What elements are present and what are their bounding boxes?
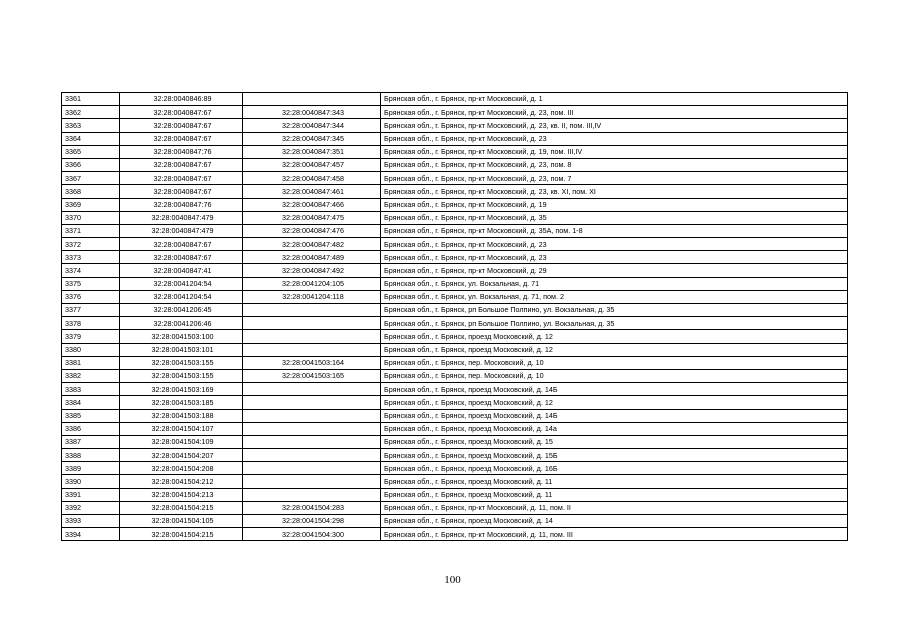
table-row	[62, 356, 848, 369]
row-number-cell: 3363	[62, 119, 120, 132]
row-number-cell: 3371	[62, 224, 120, 237]
table-row	[62, 106, 848, 119]
object-cadastral-number-cell	[243, 93, 381, 106]
object-cadastral-number-cell: 32:28:0040847:489	[243, 251, 381, 264]
cadastral-number-cell: 32:28:0041206:46	[120, 317, 243, 330]
address-cell: Брянская обл., г. Брянск, проезд Московский, д. 14а	[381, 422, 848, 435]
cadastral-number-cell: 32:28:0041504:107	[120, 422, 243, 435]
address-cell: Брянская обл., г. Брянск, проезд Московский, д. 15	[381, 435, 848, 448]
row-number-cell: 3378	[62, 317, 120, 330]
cadastral-number-cell: 32:28:0040847:67	[120, 251, 243, 264]
table-row	[62, 304, 848, 317]
row-number-cell: 3393	[62, 515, 120, 528]
object-cadastral-number-cell	[243, 462, 381, 475]
table-row	[62, 501, 848, 514]
address-cell: Брянская обл., г. Брянск, пр-кт Московский, д. 23	[381, 132, 848, 145]
object-cadastral-number-cell	[243, 330, 381, 343]
object-cadastral-number-cell	[243, 435, 381, 448]
address-cell: Брянская обл., г. Брянск, проезд Московский, д. 11	[381, 488, 848, 501]
object-cadastral-number-cell: 32:28:0040847:476	[243, 224, 381, 237]
row-number-cell: 3379	[62, 330, 120, 343]
cadastral-number-cell: 32:28:0041503:101	[120, 343, 243, 356]
row-number-cell: 3383	[62, 383, 120, 396]
address-cell: Брянская обл., г. Брянск, пр-кт Московский, д. 19, пом. III,IV	[381, 145, 848, 158]
cadastral-number-cell: 32:28:0040847:67	[120, 132, 243, 145]
table-row	[62, 330, 848, 343]
cadastral-number-cell: 32:28:0040847:67	[120, 172, 243, 185]
cadastral-number-cell: 32:28:0040846:89	[120, 93, 243, 106]
cadastral-number-cell: 32:28:0041206:45	[120, 304, 243, 317]
address-cell: Брянская обл., г. Брянск, пр-кт Московский, д. 23, пом. 8	[381, 158, 848, 171]
row-number-cell: 3381	[62, 356, 120, 369]
cadastral-number-cell: 32:28:0040847:67	[120, 238, 243, 251]
table-body	[62, 93, 848, 541]
object-cadastral-number-cell: 32:28:0040847:492	[243, 264, 381, 277]
address-cell: Брянская обл., г. Брянск, проезд Московский, д. 16Б	[381, 462, 848, 475]
cadastral-number-cell: 32:28:0041504:213	[120, 488, 243, 501]
table-row	[62, 264, 848, 277]
row-number-cell: 3388	[62, 449, 120, 462]
table-row	[62, 449, 848, 462]
address-cell: Брянская обл., г. Брянск, проезд Московский, д. 14	[381, 515, 848, 528]
object-cadastral-number-cell: 32:28:0041504:300	[243, 528, 381, 541]
row-number-cell: 3394	[62, 528, 120, 541]
table-row	[62, 93, 848, 106]
object-cadastral-number-cell	[243, 488, 381, 501]
page-number: 100	[444, 574, 461, 586]
address-cell: Брянская обл., г. Брянск, проезд Московский, д. 11	[381, 475, 848, 488]
cadastral-number-cell: 32:28:0041503:155	[120, 356, 243, 369]
address-cell: Брянская обл., г. Брянск, пр-кт Московский, д. 23, кв. II, пом. III,IV	[381, 119, 848, 132]
table-row	[62, 290, 848, 303]
address-cell: Брянская обл., г. Брянск, пр-кт Московский, д. 29	[381, 264, 848, 277]
cadastral-number-cell: 32:28:0040847:41	[120, 264, 243, 277]
table-row	[62, 211, 848, 224]
row-number-cell: 3377	[62, 304, 120, 317]
cadastral-number-cell: 32:28:0040847:76	[120, 198, 243, 211]
row-number-cell: 3390	[62, 475, 120, 488]
cadastral-number-cell: 32:28:0041504:212	[120, 475, 243, 488]
object-cadastral-number-cell: 32:28:0040847:351	[243, 145, 381, 158]
address-cell: Брянская обл., г. Брянск, проезд Московский, д. 12	[381, 330, 848, 343]
row-number-cell: 3368	[62, 185, 120, 198]
table-row	[62, 435, 848, 448]
object-cadastral-number-cell	[243, 422, 381, 435]
object-cadastral-number-cell: 32:28:0040847:466	[243, 198, 381, 211]
row-number-cell: 3365	[62, 145, 120, 158]
table-row	[62, 132, 848, 145]
row-number-cell: 3385	[62, 409, 120, 422]
table-row	[62, 369, 848, 382]
object-cadastral-number-cell: 32:28:0041503:164	[243, 356, 381, 369]
table-row	[62, 317, 848, 330]
address-cell: Брянская обл., г. Брянск, пр-кт Московский, д. 23, пом. III	[381, 106, 848, 119]
row-number-cell: 3375	[62, 277, 120, 290]
address-cell: Брянская обл., г. Брянск, пр-кт Московский, д. 23, пом. 7	[381, 172, 848, 185]
table-row	[62, 251, 848, 264]
row-number-cell: 3366	[62, 158, 120, 171]
table-row	[62, 409, 848, 422]
address-cell: Брянская обл., г. Брянск, проезд Московский, д. 12	[381, 343, 848, 356]
row-number-cell: 3382	[62, 369, 120, 382]
cadastral-number-cell: 32:28:0041503:155	[120, 369, 243, 382]
table-row	[62, 528, 848, 541]
row-number-cell: 3373	[62, 251, 120, 264]
row-number-cell: 3387	[62, 435, 120, 448]
object-cadastral-number-cell: 32:28:0040847:461	[243, 185, 381, 198]
object-cadastral-number-cell	[243, 449, 381, 462]
object-cadastral-number-cell: 32:28:0041204:105	[243, 277, 381, 290]
address-cell: Брянская обл., г. Брянск, пр-кт Московский, д. 35А, пом. 1-8	[381, 224, 848, 237]
object-cadastral-number-cell	[243, 396, 381, 409]
table-row	[62, 515, 848, 528]
cadastral-number-cell: 32:28:0041504:207	[120, 449, 243, 462]
address-cell: Брянская обл., г. Брянск, проезд Московский, д. 14Б	[381, 409, 848, 422]
table-row	[62, 224, 848, 237]
object-cadastral-number-cell	[243, 317, 381, 330]
table-row	[62, 396, 848, 409]
object-cadastral-number-cell	[243, 383, 381, 396]
address-cell: Брянская обл., г. Брянск, пр-кт Московский, д. 19	[381, 198, 848, 211]
address-cell: Брянская обл., г. Брянск, проезд Московский, д. 14Б	[381, 383, 848, 396]
object-cadastral-number-cell	[243, 409, 381, 422]
row-number-cell: 3380	[62, 343, 120, 356]
row-number-cell: 3376	[62, 290, 120, 303]
table-row	[62, 119, 848, 132]
cadastral-number-cell: 32:28:0040847:67	[120, 119, 243, 132]
row-number-cell: 3370	[62, 211, 120, 224]
table-row	[62, 238, 848, 251]
cadastral-number-cell: 32:28:0041504:208	[120, 462, 243, 475]
cadastral-number-cell: 32:28:0040847:67	[120, 185, 243, 198]
property-registry-table	[61, 92, 848, 541]
row-number-cell: 3391	[62, 488, 120, 501]
table-row	[62, 383, 848, 396]
cadastral-number-cell: 32:28:0040847:479	[120, 211, 243, 224]
row-number-cell: 3386	[62, 422, 120, 435]
object-cadastral-number-cell: 32:28:0041204:118	[243, 290, 381, 303]
cadastral-number-cell: 32:28:0041503:188	[120, 409, 243, 422]
address-cell: Брянская обл., г. Брянск, проезд Московский, д. 15Б	[381, 449, 848, 462]
object-cadastral-number-cell: 32:28:0040847:343	[243, 106, 381, 119]
row-number-cell: 3389	[62, 462, 120, 475]
address-cell: Брянская обл., г. Брянск, ул. Вокзальная, д. 71	[381, 277, 848, 290]
cadastral-number-cell: 32:28:0040847:479	[120, 224, 243, 237]
cadastral-number-cell: 32:28:0040847:76	[120, 145, 243, 158]
table-row	[62, 422, 848, 435]
address-cell: Брянская обл., г. Брянск, пр-кт Московский, д. 23	[381, 238, 848, 251]
row-number-cell: 3392	[62, 501, 120, 514]
address-cell: Брянская обл., г. Брянск, пр-кт Московский, д. 23, кв. XI, пом. XI	[381, 185, 848, 198]
address-cell: Брянская обл., г. Брянск, пер. Московский, д. 10	[381, 356, 848, 369]
object-cadastral-number-cell: 32:28:0040847:345	[243, 132, 381, 145]
row-number-cell: 3372	[62, 238, 120, 251]
object-cadastral-number-cell: 32:28:0040847:482	[243, 238, 381, 251]
table-row	[62, 277, 848, 290]
table-row	[62, 488, 848, 501]
cadastral-number-cell: 32:28:0041503:185	[120, 396, 243, 409]
cadastral-number-cell: 32:28:0041204:54	[120, 290, 243, 303]
table-row	[62, 198, 848, 211]
address-cell: Брянская обл., г. Брянск, пер. Московский, д. 10	[381, 369, 848, 382]
cadastral-number-cell: 32:28:0041503:169	[120, 383, 243, 396]
address-cell: Брянская обл., г. Брянск, рп Большое Полпино, ул. Вокзальная, д. 35	[381, 317, 848, 330]
table-row	[62, 172, 848, 185]
address-cell: Брянская обл., г. Брянск, пр-кт Московский, д. 35	[381, 211, 848, 224]
object-cadastral-number-cell: 32:28:0040847:458	[243, 172, 381, 185]
object-cadastral-number-cell	[243, 343, 381, 356]
address-cell: Брянская обл., г. Брянск, пр-кт Московский, д. 11, пом. II	[381, 501, 848, 514]
address-cell: Брянская обл., г. Брянск, пр-кт Московский, д. 23	[381, 251, 848, 264]
cadastral-number-cell: 32:28:0041504:105	[120, 515, 243, 528]
row-number-cell: 3364	[62, 132, 120, 145]
address-cell: Брянская обл., г. Брянск, проезд Московский, д. 12	[381, 396, 848, 409]
address-cell: Брянская обл., г. Брянск, ул. Вокзальная, д. 71, пом. 2	[381, 290, 848, 303]
cadastral-number-cell: 32:28:0041504:215	[120, 501, 243, 514]
cadastral-number-cell: 32:28:0040847:67	[120, 158, 243, 171]
table-row	[62, 158, 848, 171]
cadastral-number-cell: 32:28:0041504:215	[120, 528, 243, 541]
address-cell: Брянская обл., г. Брянск, пр-кт Московский, д. 11, пом. III	[381, 528, 848, 541]
row-number-cell: 3362	[62, 106, 120, 119]
address-cell: Брянская обл., г. Брянск, рп Большое Полпино, ул. Вокзальная, д. 35	[381, 304, 848, 317]
object-cadastral-number-cell: 32:28:0041504:283	[243, 501, 381, 514]
table-row	[62, 462, 848, 475]
cadastral-number-cell: 32:28:0041503:100	[120, 330, 243, 343]
object-cadastral-number-cell	[243, 304, 381, 317]
row-number-cell: 3384	[62, 396, 120, 409]
object-cadastral-number-cell	[243, 475, 381, 488]
object-cadastral-number-cell: 32:28:0040847:344	[243, 119, 381, 132]
address-cell: Брянская обл., г. Брянск, пр-кт Московский, д. 1	[381, 93, 848, 106]
cadastral-number-cell: 32:28:0041504:109	[120, 435, 243, 448]
object-cadastral-number-cell: 32:28:0040847:475	[243, 211, 381, 224]
cadastral-number-cell: 32:28:0040847:67	[120, 106, 243, 119]
table-row	[62, 145, 848, 158]
object-cadastral-number-cell: 32:28:0041503:165	[243, 369, 381, 382]
table-row	[62, 185, 848, 198]
row-number-cell: 3374	[62, 264, 120, 277]
cadastral-number-cell: 32:28:0041204:54	[120, 277, 243, 290]
row-number-cell: 3361	[62, 93, 120, 106]
row-number-cell: 3369	[62, 198, 120, 211]
table-row	[62, 475, 848, 488]
object-cadastral-number-cell: 32:28:0040847:457	[243, 158, 381, 171]
row-number-cell: 3367	[62, 172, 120, 185]
table-row	[62, 343, 848, 356]
object-cadastral-number-cell: 32:28:0041504:298	[243, 515, 381, 528]
